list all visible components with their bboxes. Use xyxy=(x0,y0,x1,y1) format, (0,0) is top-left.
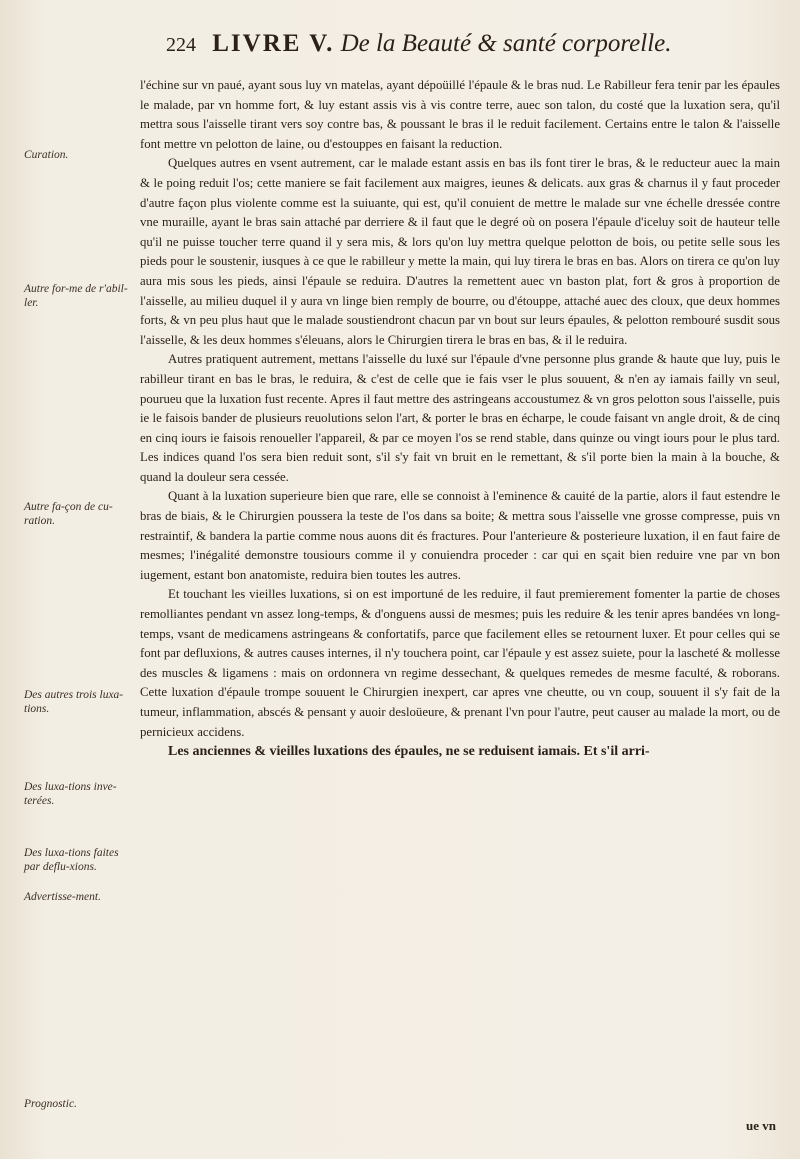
last-line: Les anciennes & vieilles luxations des épaules, ne se reduisent iamais. Et s'il arri- xyxy=(168,744,650,760)
paragraph: Et touchant les vieilles luxations, si on est importuné de les reduire, il faut premierement fomenter la partie de choses remolliantes pendant vn assez long-temps, & d'onguens aussi de mesmes; puis les reduire & les tenir apres bandées vn long-temps, vsant de medicamens astringeans & confortatifs, parce que facilement elles se retournent luxer. Et pour celles qui se font par defluxions, & autres causes internes, il n'y touchera point, car l'épaule y est assez suiete, pour la lascheté & mollesse des muscles & ligamens : mais on ordonnera vn regime dessechant, & quelques remedes de mesme faculté, & roborans. Cette luxation d'épaule trompe souuent le Chirurgien inexpert, car apres vne cheutte, ou vn coup, souuent il s'y fait de la tumeur, inflammation, abscés & pensant y auoir desloüeure, & prenant l'vn pour l'autre, peut causer au malade la mort, ou de pernicieux accidens. xyxy=(140,587,780,739)
catchword: ue vn xyxy=(746,1118,776,1133)
running-title: De la Beauté & santé corporelle. xyxy=(340,30,672,57)
margin-note: Curation. xyxy=(24,149,69,161)
margin-note: Advertisse-ment. xyxy=(24,891,101,903)
margin-note: Autre fa-çon de cu-ration. xyxy=(24,501,113,527)
paragraph: Quant à la luxation superieure bien que rare, elle se connoist à l'eminence & cauité de la partie, alors il faut estendre le bras de biais, & le Chirurgien poussera la teste de l'os dans sa boite; & mettra sous l'aisselle vne grosse compresse, puis vn restraintif, & bandera la partie comme nous auons dit és fractures. Pour l'anterieure & posterieure luxation, il en faut faire de mesmes; l'inégalité demonstre tousiours comme il y conuiendra proceder : car qui en sçait bien reduire vne par vn bon iugement, estant bon anatomiste, reduira bien toutes les autres. xyxy=(140,489,780,582)
main-text xyxy=(140,76,780,762)
margin-note: Des autres trois luxa-tions. xyxy=(24,689,124,715)
paragraph: Autres pratiquent autrement, mettans l'aisselle du luxé sur l'épaule d'vne personne plus grande & haute que luy, puis le rabilleur tirant en bas le bras, le reduira, & c'est de celle que ie fais vser le plus souuent, & n'en ay iamais failly vn seul, pourueu que la luxation fust recente. Apres il faut mettre des astringeans accoustumez & vn gros pelotton sous l'aisselle, puis ie le faisois bander de plusieurs reuolutions selon l'art, & porter le bras en écharpe, le coude faisant vn angle droit, & de cinq en cinq iours ie faisois renoueller l'appareil, & par ce moyen l'os se rend stable, dans quinze ou vingt iours pour le plus tard. Les indices quand l'os sera bien reduit sont, s'il s'y fait vn bruit en le remettant, & s'il porte bien la main à la bouche, & quand la douleur sera cessée. xyxy=(140,352,780,484)
page-number: 224 xyxy=(166,34,196,56)
margin-note: Des luxa-tions inve-terées. xyxy=(24,781,117,807)
book-label: LIVRE V. xyxy=(212,30,335,57)
margin-note: Autre for-me de r'abil-ler. xyxy=(24,283,128,309)
paragraph: Quelques autres en vsent autrement, car le malade estant assis en bas ils font tirer le bras, & le reducteur auec la main & le poing reduit l'os; cette maniere se fait facilement aux maigres, ieunes & delicats. aux gras & charnus il y faut proceder d'autre façon plus violente comme est la suiuante, qui est, qu'il conuient de mettre le malade sur vne échelle dressée contre vne muraille, ayant le bras sain attaché par derriere & il faut que le degré où on posera l'épaule d'iceluy soit de hauteur telle qu'il ne puisse toucher terre quand il y sera mis, & lors qu'on luy mettra quelque pelotton de bois, ou petite selle sous les pieds pour le soustenir, iusques à ce que le rabilleur y mette la main, qui luy tirera le bras en bas. Alors on tirera ce qu'on luy aura mis sous les pieds, ainsi l'épaule se reduira. D'autres la remettent auec vn baston plat, fort & gros à proportion de l'aisselle, au milieu duquel il y aura vn linge bien remply de bourre, ou d'étouppe, attaché auec des cloux, que deux hommes forts, & vn peu plus haut que le malade soustiendront chacun par vn bout sur leurs épaules, & pelotton rembouré susdit sous l'aisselle, & les deux hommes s'éleuans, alors le Chirurgien tirera le bras en bas, & il le reduira. xyxy=(140,156,780,347)
margin-note: Des luxa-tions faites par deflu-xions. xyxy=(24,847,119,873)
page-header xyxy=(166,30,776,70)
margin-note: Prognostic. xyxy=(24,1098,77,1110)
paragraph: l'échine sur vn paué, ayant sous luy vn matelas, ayant dépoüillé l'épaule & le bras nud. Le Rabilleur fera tenir par les épaules le malade, par vn homme fort, & luy estant assis vis à vis contre terre, auec son talon, du costé que la luxation sera, qu'il mettra sous l'aisselle tirant vers soy contre bas, & poussant le bras il le reduit facilement. Certains entre le talon & l'aisselle font mettre vn pelotton de laine, ou d'estouppes en faisant la reduction. xyxy=(140,78,780,151)
